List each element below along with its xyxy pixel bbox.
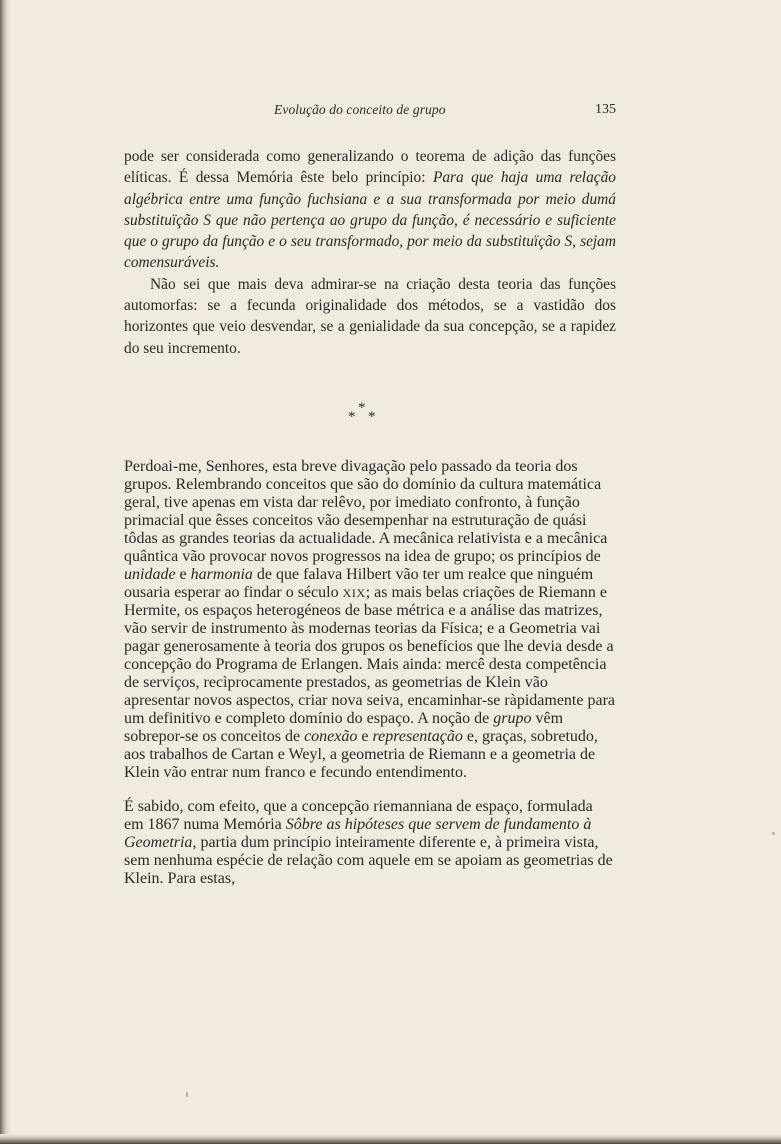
page-number: 135: [595, 102, 616, 117]
paper-speck: [186, 1092, 188, 1097]
text-run: Não sei que mais deva admirar-se na criação desta teoria das funções automorfas: se a fecunda originalidade dos métodos, se a vastidão dos horizontes que veio desvendar, se a genialidade da sua concepção, se a rapidez do seu incremento.: [124, 275, 616, 357]
italic-run: Para que haja uma relação algébrica entre uma função fuchsiana e a sua transformada por meio dumá substituïção S que não pertença ao grupo da função, é necessário e suficiente que o grupo da função e o seu transformado, por meio da substituïção S, sejam comensuráveis.: [124, 169, 617, 272]
asterism-divider: [344, 400, 384, 430]
asterisk: *: [368, 409, 376, 425]
text-block-bottom: [124, 442, 616, 904]
asterisk: *: [348, 409, 356, 425]
text-run: ; as mais belas criações de Riemann e Hermite, os espaços heterogéneos de base métrica e a análise das matrizes, vão servir de instrumento às modernas teorias da Física; e a Geometria vai pagar generosamente à teoria dos grupos os benefícios que lhe devia desde a concepção do Programa de Erlangen. Mais ainda: mercê desta competência de serviços, recìprocamente prestados, as geometrias de Klein vão apresentar novos aspectos, criar nova seiva, encaminhar-se ràpidamente para um definitivo e completo domínio do espaço. A noção de: [124, 584, 616, 727]
text-run: É sabido, com efeito, que a concepção riemanniana de espaço, formulada em 1867 numa Memória: [124, 798, 593, 833]
asterisk: *: [358, 400, 366, 416]
text-run: e: [175, 566, 191, 583]
text-run: e: [357, 728, 373, 745]
italic-run: unidade: [124, 566, 176, 583]
running-header: [124, 102, 616, 124]
italic-run: Sôbre as hipóteses que servem de fundamento à Geometria: [124, 816, 592, 851]
paragraph: [124, 798, 616, 888]
paper-speck: [772, 832, 775, 835]
running-title: Evolução do conceito de grupo: [274, 102, 446, 117]
smallcaps-run: XIX: [342, 586, 366, 600]
text-run: de que falava Hilbert vão ter um realce que ninguém ousaria esperar ao findar o século: [124, 566, 594, 601]
paragraph: [124, 146, 616, 274]
italic-run: grupo: [493, 710, 532, 727]
text-run: Perdoai-me, Senhores, esta breve divagação pelo passado da teoria dos grupos. Relembrando conceitos que são do domínio da cultura matemática geral, tive apenas em vista dar relêvo, por imediato confronto, à função primacial que êsses conceitos vão desempenhar na estruturação de quási tôdas as grandes teorias da actualidade. A mecânica relativista e a mecânica quântica vão provocar novos progressos na idea de grupo; os princípios de: [124, 458, 608, 565]
paragraph: [124, 274, 616, 359]
text-run: , partia dum princípio inteiramente diferente e, à primeira vista, sem nenhuma espécie de relação com aquele em se apoiam as geometrias de Klein. Para estas,: [124, 834, 613, 887]
text-run: pode ser considerada como generalizando o teorema de adição das funções elíticas. É dessa Memória êste belo princípio:: [124, 148, 616, 187]
text-run: e, graças, sobretudo, aos trabalhos de Cartan e Weyl, a geometria de Riemann e a geometria de Klein vão entrar num franco e fecundo entendimento.: [124, 728, 598, 781]
page-left-edge: [0, 0, 10, 1144]
italic-run: conexão: [304, 728, 358, 745]
page-bottom-edge: [0, 1134, 781, 1144]
italic-run: representação: [372, 728, 463, 745]
text-run: vêm sobrepor-se os conceitos de: [124, 710, 564, 745]
italic-run: harmonia: [190, 566, 253, 583]
text-block-top: [124, 146, 616, 359]
paragraph: [124, 458, 616, 782]
